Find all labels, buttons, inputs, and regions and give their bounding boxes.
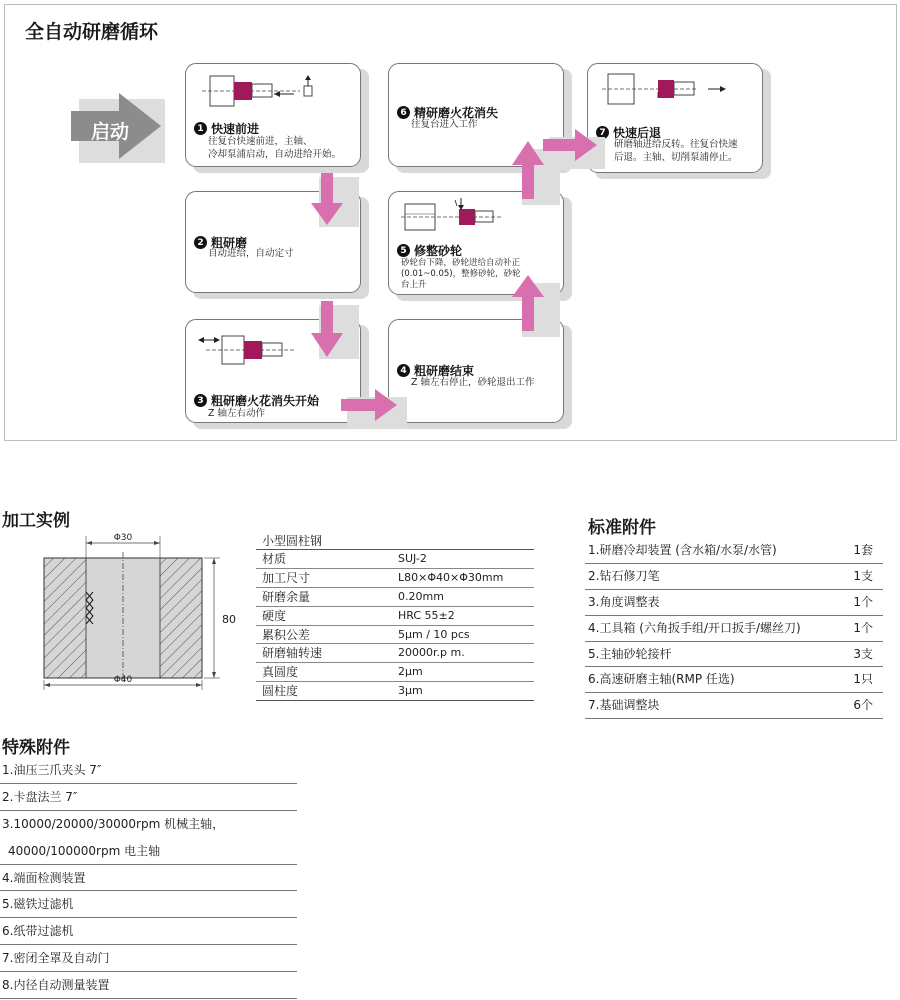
list-item: 2.钻石修刀笔 1支 — [585, 564, 883, 590]
spec-table — [256, 532, 534, 701]
list-item: 5.主轴砂轮接杆 3支 — [585, 642, 883, 668]
step-6-title: 6 精研磨火花消失 — [397, 104, 498, 121]
dim-bottom-label: Φ40 — [113, 675, 133, 685]
step-3-title: 3 粗研磨火花消失开始 — [194, 392, 319, 409]
step-4-title: 4 粗研磨结束 — [397, 362, 474, 379]
list-item: 3.角度调整表 1个 — [585, 590, 883, 616]
list-item: 3.10000/20000/30000rpm 机械主轴， — [2, 816, 225, 831]
list-item: 5.磁铁过滤机 — [0, 891, 297, 918]
list-item: 1.研磨冷却装置 (含水箱/水泵/水管) 1套 — [585, 538, 883, 564]
step-5-desc: 砂轮台下降，砂轮进给自动补正 (0.01~0.05)，整修砂轮，砂轮 台上升 — [401, 258, 521, 290]
spec-row: 圆柱度 3μm — [256, 682, 534, 701]
spec-row: 研磨轴转速 20000r.p m. — [256, 644, 534, 663]
arrow-down-2 — [309, 301, 359, 361]
list-item: 40000/100000rpm 电主轴 — [0, 838, 297, 865]
list-item: 7.密闭全罩及自动门 — [0, 945, 297, 972]
fast-return-diagram — [598, 70, 738, 110]
spec-row: 真圆度 2μm — [256, 663, 534, 682]
step-1-desc: 往复台快速前进，主轴、 冷却泵浦启动，自动进给开始。 — [208, 136, 342, 160]
list-item: 7.基础调整块 6个 — [585, 693, 883, 719]
arrow-up-1 — [510, 275, 560, 337]
dressing-diagram — [399, 196, 509, 236]
standard-accessories-list — [585, 538, 883, 719]
list-item: 6.高速研磨主轴(RMP 任选) 1只 — [585, 667, 883, 693]
step-7-box — [587, 63, 763, 173]
step-2-desc: 自动进给，自动定寸 — [208, 248, 294, 259]
step-2-title: 2 粗研磨 — [194, 234, 247, 251]
step-6-desc: 往复台进入工作 — [411, 119, 478, 130]
spec-row: 加工尺寸 L80×Φ40×Φ30mm — [256, 569, 534, 588]
step-5-title: 5 修整砂轮 — [397, 242, 462, 259]
step-4-desc: Z 轴左右停止，砂轮退出工作 — [411, 377, 535, 388]
spark-out-diagram — [196, 332, 306, 368]
arrow-right-2 — [543, 129, 605, 169]
list-item: 4.端面检测装置 — [0, 865, 297, 892]
list-item: 2.卡盘法兰 7″ — [0, 784, 297, 811]
example-title: 加工实例 — [2, 511, 70, 531]
spec-row: 研磨余量 0.20mm — [256, 588, 534, 607]
spec-table-header: 小型圆柱钢 — [256, 532, 534, 550]
standard-title: 标准附件 — [588, 518, 656, 538]
arrow-right-1 — [341, 389, 407, 429]
step-7-desc: 研磨轴进给反转。往复台快速 后退。主轴、切削泵浦停止。 — [614, 139, 738, 163]
step-1-title: 1 快速前进 — [194, 120, 259, 137]
dim-height-label: 80 — [222, 613, 236, 626]
start-label: 启动 — [91, 121, 130, 143]
step-3-desc: Z 轴左右动作 — [208, 408, 266, 419]
grinding-cycle-panel — [4, 4, 897, 441]
list-item: 8.内径自动测量装置 — [0, 972, 297, 999]
dim-top-label: Φ30 — [113, 533, 133, 543]
fast-advance-diagram — [200, 72, 330, 112]
list-item: 4.工具箱 (六角扳手组/开口扳手/螺丝刀) 1个 — [585, 616, 883, 642]
spec-row: 材质 SUJ-2 — [256, 550, 534, 569]
step-7-title: 7 快速后退 — [596, 124, 661, 141]
step-1-box — [185, 63, 361, 167]
cycle-title: 全自动研磨循环 — [25, 21, 159, 43]
spec-row: 累积公差 5μm / 10 pcs — [256, 626, 534, 645]
workpiece-drawing — [36, 530, 246, 690]
special-title: 特殊附件 — [2, 738, 70, 758]
spec-row: 硬度 HRC 55±2 — [256, 607, 534, 626]
arrow-down-1 — [309, 173, 359, 229]
list-item: 1.油压三爪夹头 7″ — [0, 757, 297, 784]
special-accessories-list — [0, 757, 297, 999]
list-item: 6.纸带过滤机 — [0, 918, 297, 945]
